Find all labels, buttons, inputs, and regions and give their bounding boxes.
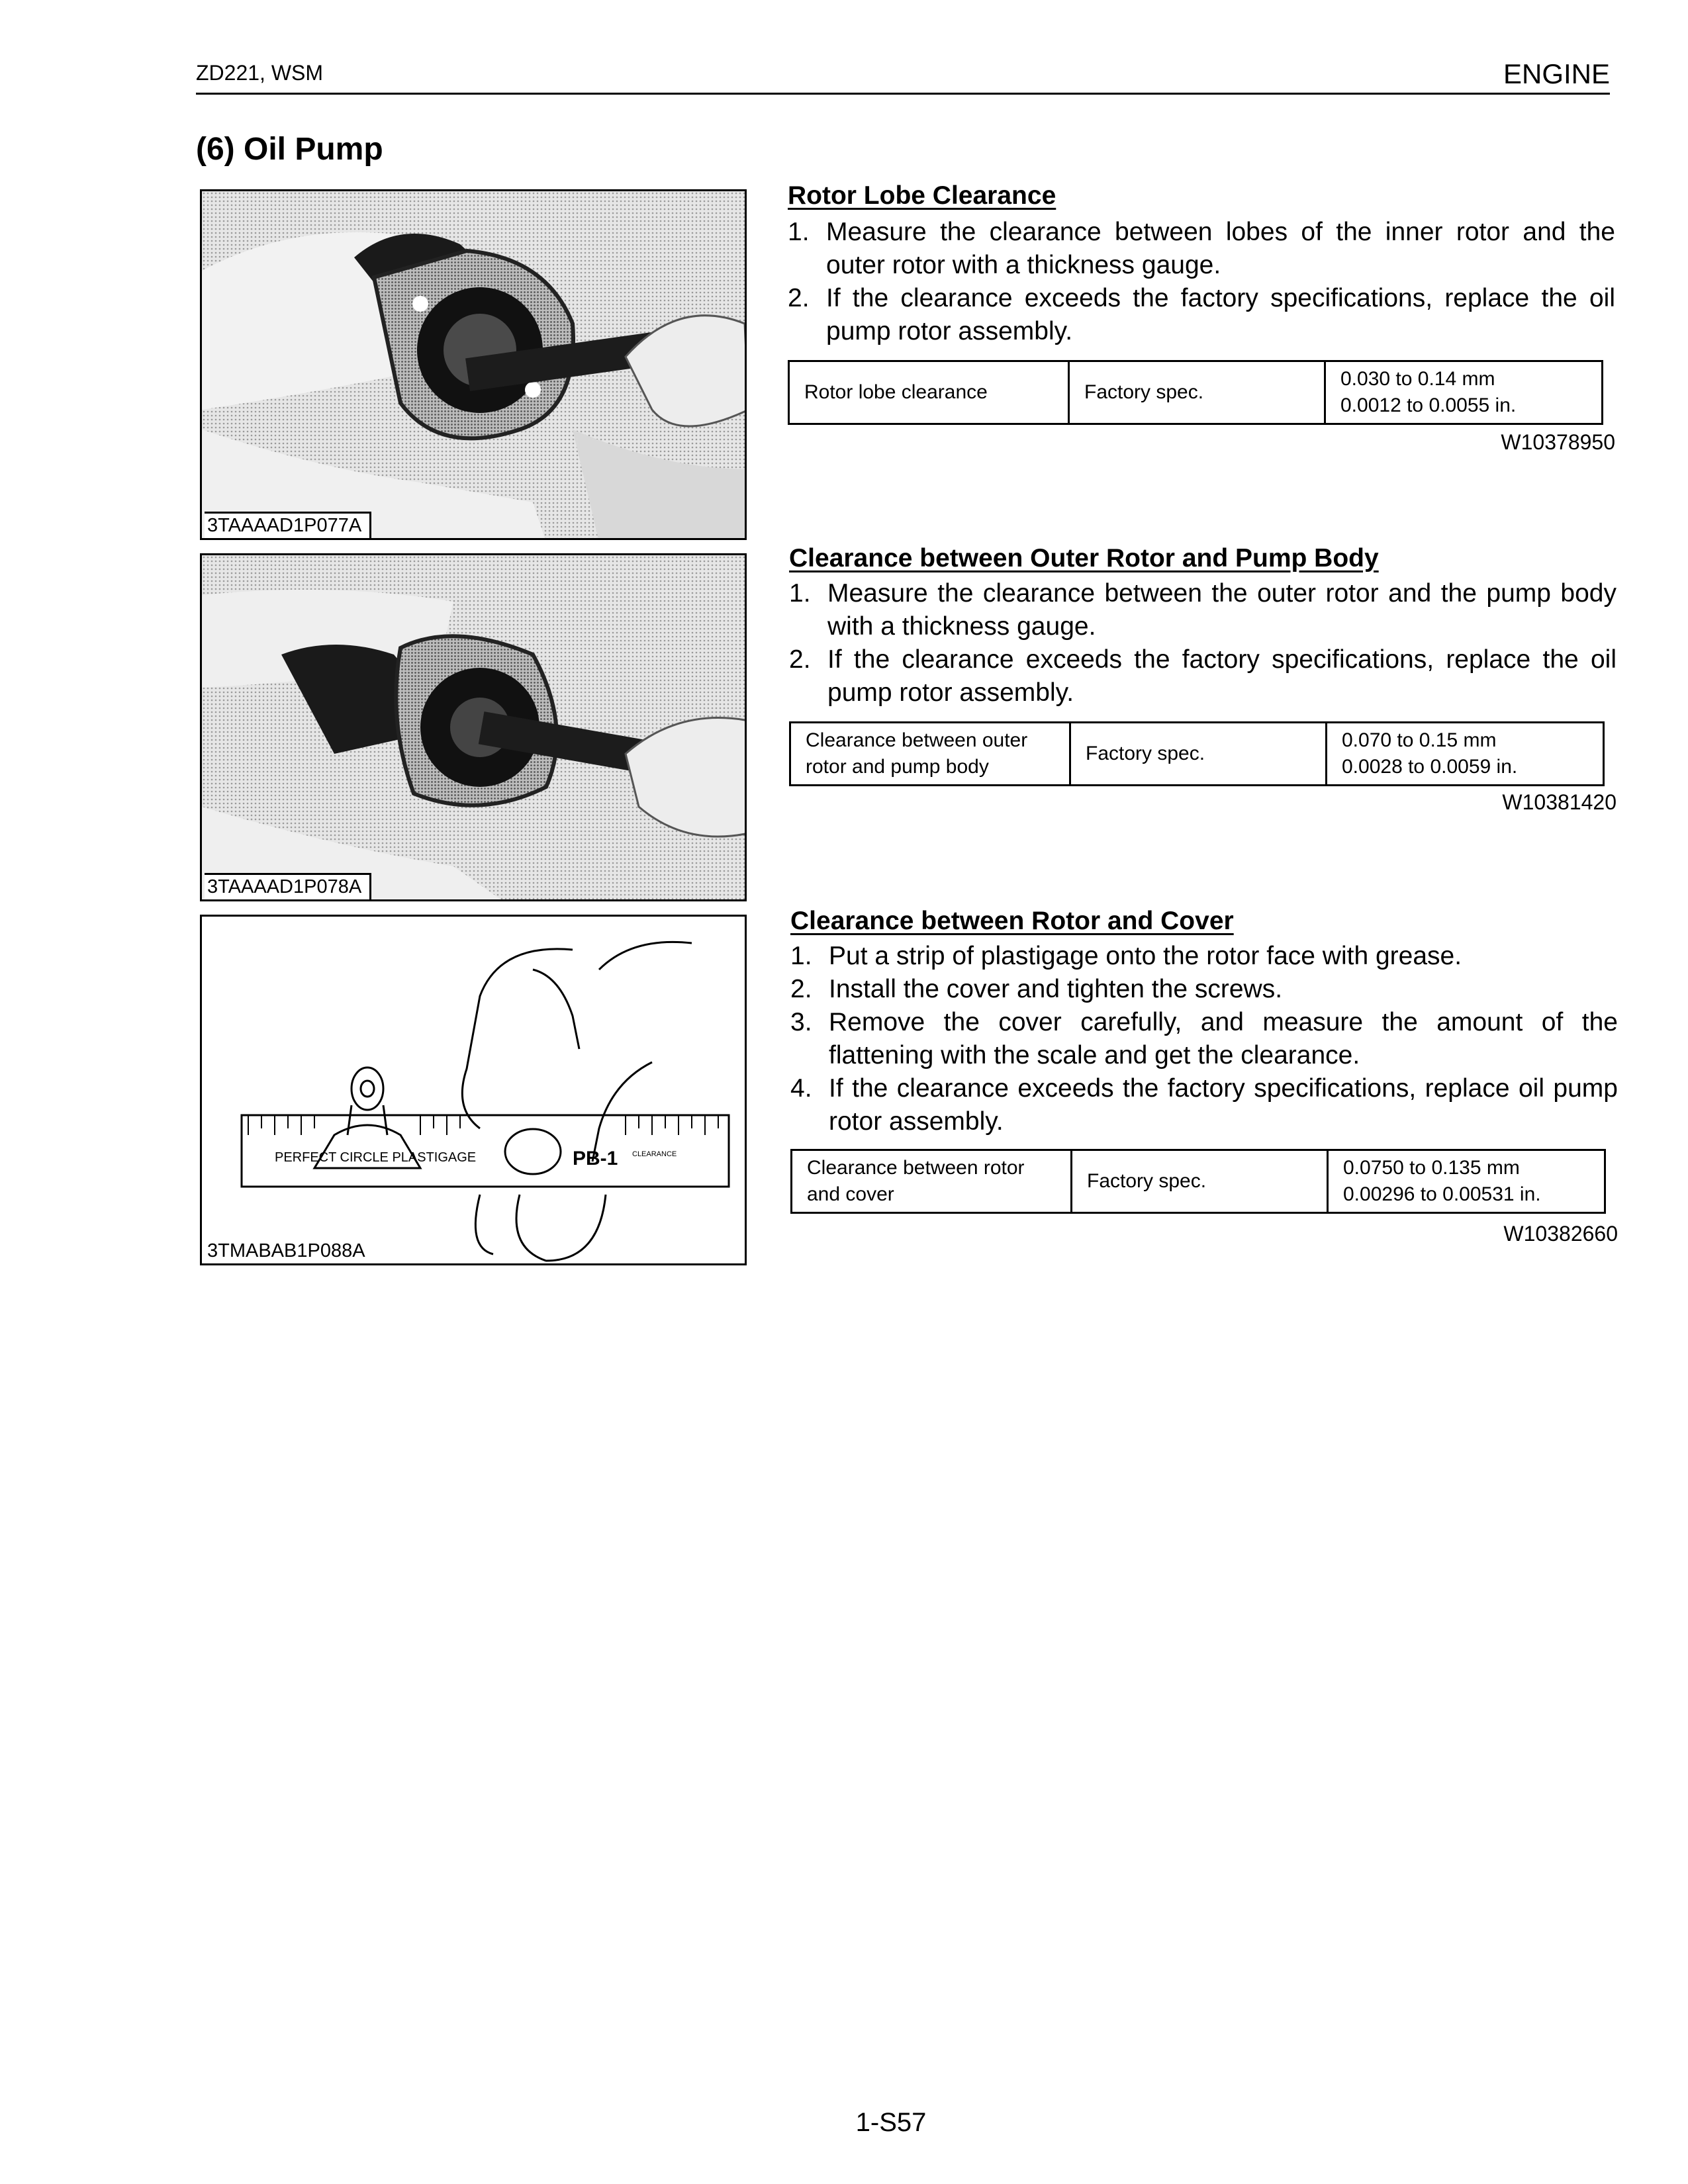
section-rotor-cover	[790, 907, 1618, 1246]
spec-value: 0.030 to 0.14 mm 0.0012 to 0.0055 in.	[1325, 361, 1603, 424]
spec-item: Clearance between outer rotor and pump body	[790, 723, 1070, 786]
doc-code: W10381420	[1502, 790, 1617, 814]
header-rule	[196, 93, 1610, 95]
figure-plastigage-drawing	[200, 915, 747, 1265]
section-heading: Clearance between Rotor and Cover	[790, 907, 1234, 935]
spec-table	[788, 360, 1603, 425]
step-list	[788, 216, 1615, 348]
spec-type: Factory spec.	[1070, 723, 1327, 786]
spec-type: Factory spec.	[1072, 1150, 1328, 1213]
doc-code: W10382660	[1503, 1222, 1618, 1246]
step-list	[789, 577, 1617, 709]
plastigage-badge-sub: CLEARANCE	[632, 1150, 677, 1158]
step-item: 2. If the clearance exceeds the factory specifications, replace the oil pump rotor assembly.	[789, 645, 1617, 707]
plastigage-badge: PB-1	[573, 1148, 618, 1169]
doc-code: W10378950	[1501, 430, 1615, 454]
spec-table	[790, 1149, 1606, 1214]
step-item: 3. Remove the cover carefully, and measure the amount of the flattening with the scale and get the clearance.	[790, 1008, 1618, 1069]
section-rotor-lobe	[788, 181, 1615, 455]
spec-type: Factory spec.	[1069, 361, 1325, 424]
spec-table	[789, 721, 1605, 786]
step-list	[790, 940, 1618, 1138]
step-item: 1. Measure the clearance between the outer rotor and the pump body with a thickness gauge.	[789, 579, 1617, 641]
section-outer-rotor	[789, 544, 1617, 815]
step-item: 1. Measure the clearance between lobes of the inner rotor and the outer rotor with a thickness gauge.	[788, 218, 1615, 279]
section-heading: Clearance between Outer Rotor and Pump Body	[789, 544, 1379, 572]
step-item: 1. Put a strip of plastigage onto the rotor face with grease.	[790, 942, 1462, 970]
header-doc-id: ZD221, WSM	[196, 61, 324, 85]
spec-value: 0.0750 to 0.135 mm 0.00296 to 0.00531 in.	[1328, 1150, 1605, 1213]
figure-label: 3TAAAAD1P077A	[205, 512, 371, 538]
plastigage-brand-text: PERFECT CIRCLE PLASTIGAGE	[275, 1150, 477, 1165]
step-item: 2. Install the cover and tighten the screws.	[790, 975, 1283, 1003]
figure-label: 3TMABAB1P088A	[205, 1239, 373, 1263]
drawing-plastigage-measure	[202, 917, 747, 1265]
figure-outer-rotor-photo	[200, 553, 747, 901]
spec-item: Rotor lobe clearance	[789, 361, 1069, 424]
page-number: 1-S57	[855, 2108, 927, 2137]
figure-label: 3TAAAAD1P078A	[205, 873, 371, 899]
step-item: 4. If the clearance exceeds the factory specifications, replace oil pump rotor assembly.	[790, 1074, 1618, 1136]
photo-rotor-lobe-measure	[202, 191, 747, 540]
step-item: 2. If the clearance exceeds the factory specifications, replace the oil pump rotor assembly.	[788, 284, 1615, 345]
header-section: ENGINE	[1503, 58, 1610, 89]
section-heading: Rotor Lobe Clearance	[788, 181, 1056, 210]
section-title: (6) Oil Pump	[196, 132, 383, 167]
photo-outer-rotor-measure	[202, 555, 747, 901]
spec-item: Clearance between rotor and cover	[792, 1150, 1072, 1213]
spec-value: 0.070 to 0.15 mm 0.0028 to 0.0059 in.	[1327, 723, 1604, 786]
figure-rotor-lobe-photo	[200, 189, 747, 540]
